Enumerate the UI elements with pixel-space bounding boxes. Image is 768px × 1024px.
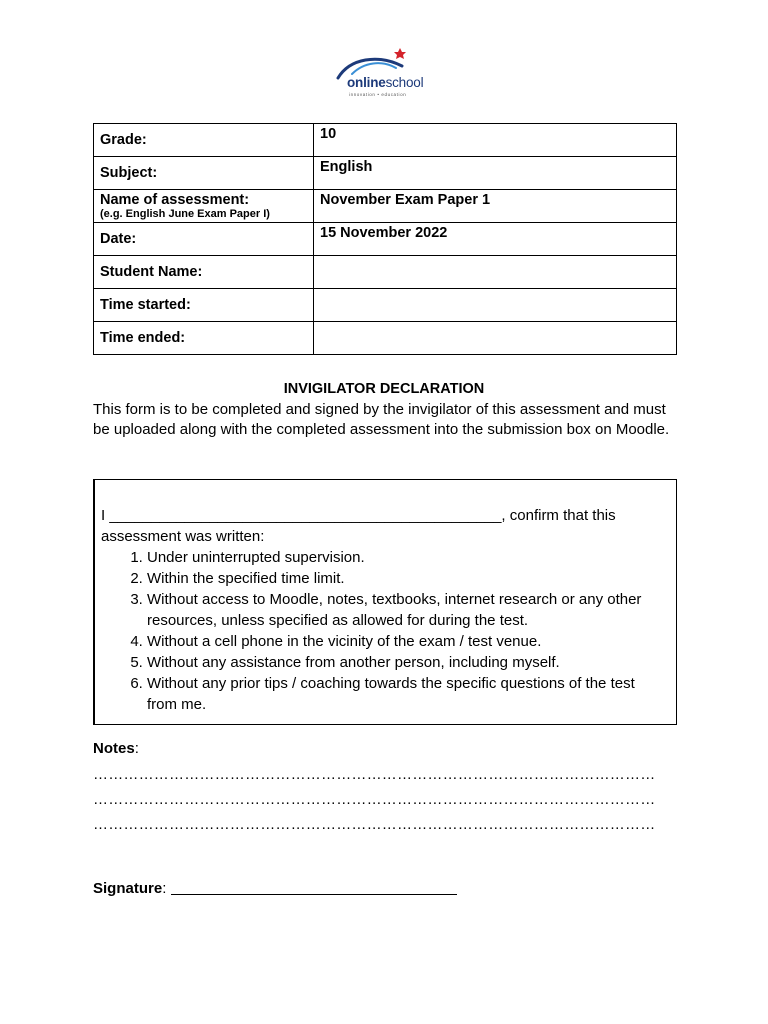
list-item: 6. Without any prior tips / coaching towards the specific questions of the test from me. xyxy=(147,673,667,715)
table-row xyxy=(94,223,677,256)
conditions-list xyxy=(101,547,667,715)
signature-label: Signature xyxy=(93,880,163,897)
table-row xyxy=(94,289,677,322)
assessment-name-example: (e.g. English June Exam Paper I) xyxy=(100,208,270,220)
declaration-title: INVIGILATOR DECLARATION xyxy=(283,381,485,397)
student-name-label: Student Name: xyxy=(94,256,314,289)
table-row xyxy=(94,124,677,157)
table-row xyxy=(94,322,677,355)
list-item: 4. Without a cell phone in the vicinity of the exam / test venue. xyxy=(147,631,667,652)
logo-tagline: innovation • education xyxy=(349,92,407,97)
grade-label: Grade: xyxy=(94,124,314,157)
assessment-name-label: Name of assessment: (e.g. English June Exam Paper I) xyxy=(94,190,314,223)
notes-line[interactable]: ………………………………………………………………………………………………… xyxy=(93,766,656,783)
notes-label: Notes: xyxy=(93,740,139,757)
signature-line[interactable] xyxy=(171,880,457,895)
written-line: assessment was written: xyxy=(101,528,265,545)
star-icon xyxy=(394,48,406,59)
list-item: 5. Without any assistance from another person, including myself. xyxy=(147,652,667,673)
table-row xyxy=(94,157,677,190)
table-row xyxy=(94,190,677,223)
declaration-box xyxy=(93,479,677,725)
student-name-field[interactable] xyxy=(314,256,677,289)
assessment-name-value: November Exam Paper 1 xyxy=(314,190,677,223)
list-item: 2. Within the specified time limit. xyxy=(147,568,667,589)
time-ended-field[interactable] xyxy=(314,322,677,355)
list-item: 1. Under uninterrupted supervision. xyxy=(147,547,667,568)
signature-row: Signature: xyxy=(93,880,457,897)
subject-value: English xyxy=(314,157,677,190)
date-value: 15 November 2022 xyxy=(314,223,677,256)
subject-label: Subject: xyxy=(94,157,314,190)
logo-wordmark: onlineschool xyxy=(347,75,424,90)
notes-line[interactable]: ………………………………………………………………………………………………… xyxy=(93,816,656,833)
time-ended-label: Time ended: xyxy=(94,322,314,355)
grade-value: 10 xyxy=(314,124,677,157)
time-started-field[interactable] xyxy=(314,289,677,322)
confirm-line: I _______________________________________________, confirm that this xyxy=(101,507,616,524)
online-school-logo xyxy=(330,44,440,100)
date-label: Date: xyxy=(94,223,314,256)
declaration-intro: This form is to be completed and signed by the invigilator of this assessment and must be uploaded along with the completed assessment into the submission box on Moodle. xyxy=(93,401,670,438)
assessment-info-table xyxy=(93,123,677,355)
notes-line[interactable]: ………………………………………………………………………………………………… xyxy=(93,791,656,808)
list-item: 3. Without access to Moodle, notes, textbooks, internet research or any other resources, unless specified as allowed for during the test. xyxy=(147,589,667,631)
time-started-label: Time started: xyxy=(94,289,314,322)
table-row xyxy=(94,256,677,289)
